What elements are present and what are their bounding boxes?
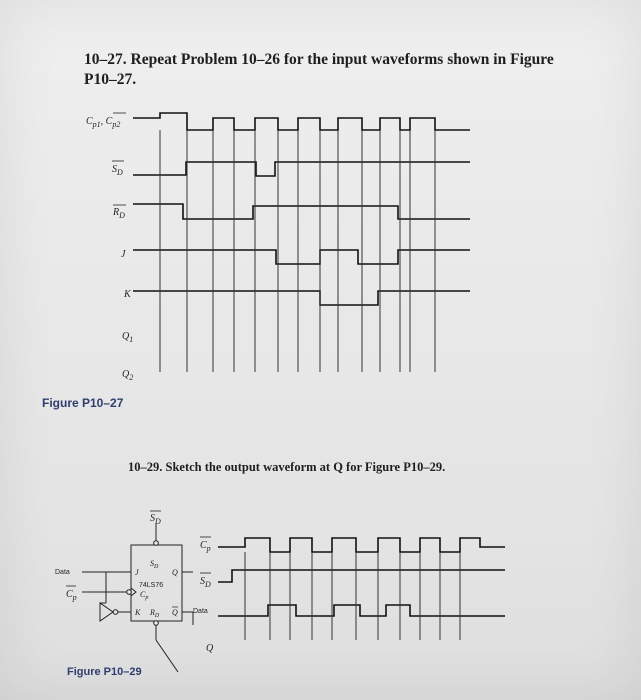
label-circuit-cp: $C_p$: [66, 589, 77, 602]
label-j: J: [121, 249, 126, 260]
label-k: K: [124, 289, 131, 300]
pin-k: K: [135, 608, 141, 617]
wave-label-sd: $S_D$: [200, 576, 211, 589]
chip-label: 74LS76: [139, 582, 164, 589]
problem-10-29-number: 10–29.: [128, 460, 163, 474]
pin-cp: $C_p$: [140, 590, 149, 601]
label-cp1: $C_{p1}$, $C_{p2}$: [86, 116, 121, 129]
label-q1: $Q_1$: [122, 331, 134, 344]
figure-p10-27-caption: Figure P10–27: [42, 396, 124, 410]
pin-sd: $S_D$: [150, 559, 159, 570]
pin-j: J: [135, 568, 139, 577]
waveform-data-p10-29: [218, 605, 505, 616]
wave-label-data: Data: [193, 608, 208, 615]
wave-label-cp: $C_p$: [200, 540, 211, 553]
problem-10-27-number: 10–27.: [84, 51, 127, 68]
pin-qbar: Q: [172, 608, 178, 617]
figure-p10-29-caption: Figure P10–29: [67, 666, 142, 678]
problem-10-29-text: Sketch the output waveform at Q for Figure P10–29.: [165, 460, 446, 474]
label-circuit-data: Data: [55, 569, 70, 576]
label-sd: $S_D$: [112, 164, 123, 177]
problem-10-27-text: Repeat Problem 10–26 for the input waveforms shown in Figure P10–27.: [84, 51, 554, 88]
pin-rd: $R_D$: [150, 608, 160, 619]
label-circuit-sd: $S_D$: [150, 513, 161, 526]
pin-q: Q: [172, 568, 178, 577]
guide-lines-p10-29: [245, 552, 460, 640]
label-q2: $Q_2$: [122, 369, 134, 382]
waveform-cp-p10-29: [218, 538, 505, 552]
waveform-sd-p10-29: [218, 570, 505, 582]
wave-label-q: Q: [206, 643, 214, 654]
label-rd: $R_D$: [113, 207, 125, 220]
